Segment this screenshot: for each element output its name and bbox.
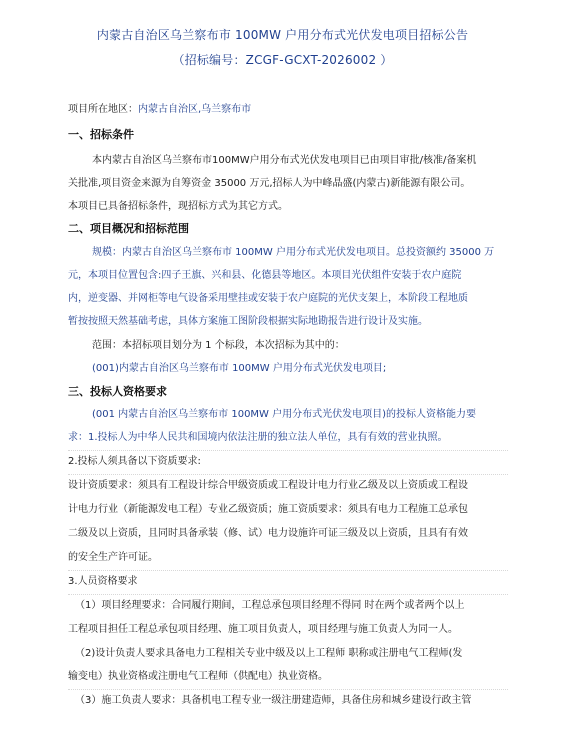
location-value: 内蒙古自治区,乌兰察布市 — [138, 104, 252, 115]
page-title: 内蒙古自治区乌兰察布市 100MW 户用分布式光伏发电项目招标公告 — [96, 28, 469, 42]
section-3-line: 求：1.投标人为中华人民共和国境内依法注册的独立法人单位，具有有效的营业执照。 — [68, 432, 448, 443]
section-2-line: 内，逆变器、并网柜等电气设备采用壁挂或安装于农户庭院的光伏支架上，本阶段工程地质 — [68, 293, 468, 304]
divider — [68, 594, 508, 595]
section-2-line: 规模：内蒙古自治区乌兰察布市 100MW 户用分布式光伏发电项目。总投资额约 35000 万 — [92, 247, 495, 258]
section-2-line: (001)内蒙古自治区乌兰察布市 100MW 户用分布式光伏发电项目; — [92, 363, 387, 374]
section-3-heading: 三、投标人资格要求 — [68, 385, 167, 398]
section-3-line: 设计资质要求：须具有工程设计综合甲级资质或工程设计电力行业乙级及以上资质或工程设 — [68, 480, 468, 491]
section-3-line: 工程项目担任工程总承包项目经理、施工项目负责人，项目经理与施工负责人为同一人。 — [68, 624, 458, 635]
section-3-line: 的安全生产许可证。 — [68, 552, 158, 563]
section-1-heading: 一、招标条件 — [68, 128, 134, 141]
section-3-line: （1）项目经理要求：合同履行期间，工程总承包项目经理不得同 时在两个或者两个以上 — [75, 600, 465, 611]
section-3-line: 计电力行业（新能源发电工程）专业乙级资质；施工资质要求：须具有电力工程施工总承包 — [68, 504, 468, 515]
section-3-line: （2)设计负责人要求具备电力工程相关专业中级及以上工程师 职称或注册电气工程师(发 — [75, 648, 463, 659]
section-3-line: 二级及以上资质，且同时具备承装（修、试）电力设施许可证三级及以上资质，且具有有效 — [68, 528, 468, 539]
section-1-line: 关批准,项目资金来源为自筹资金 35000 万元,招标人为中峰晶盛(内蒙古)新能源有限公司。 — [68, 178, 471, 189]
section-3-line: 输变电）执业资格或注册电气工程师（供配电）执业资格。 — [68, 671, 328, 682]
tender-code: （招标编号：ZCGF-GCXT-2026002 ） — [172, 53, 393, 67]
section-3-line: 2.投标人须具备以下资质要求: — [68, 456, 201, 467]
divider — [68, 474, 508, 475]
section-2-heading: 二、项目概况和招标范围 — [68, 222, 189, 235]
location-line — [68, 104, 251, 116]
divider — [68, 689, 508, 690]
section-1-line: 本内蒙古自治区乌兰察布市100MW户用分布式光伏发电项目已由项目审批/核准/备案机 — [92, 155, 477, 166]
section-1-line: 本项目已具备招标条件，现招标方式为其它方式。 — [68, 201, 288, 212]
section-3-line: （3）施工负责人要求：具备机电工程专业一级注册建造师，具备住房和城乡建设行政主管 — [75, 695, 472, 706]
divider — [68, 450, 508, 451]
section-2-line: 元，本项目位置包含:四子王旗、兴和县、化德县等地区。本项目光伏组件安装于农户庭院 — [68, 270, 462, 281]
section-3-line: 3.人员资格要求 — [68, 576, 138, 587]
divider — [68, 570, 508, 571]
section-3-line: (001 内蒙古自治区乌兰察布市 100MW 户用分布式光伏发电项目)的投标人资格能力要 — [92, 409, 477, 420]
location-label: 项目所在地区： — [68, 104, 138, 115]
section-2-line: 范围：本招标项目划分为 1 个标段，本次招标为其中的： — [92, 340, 345, 351]
section-2-line: 暂按按照天然基础考虑，具体方案施工图阶段根据实际地勘报告进行设计及实施。 — [68, 316, 428, 327]
